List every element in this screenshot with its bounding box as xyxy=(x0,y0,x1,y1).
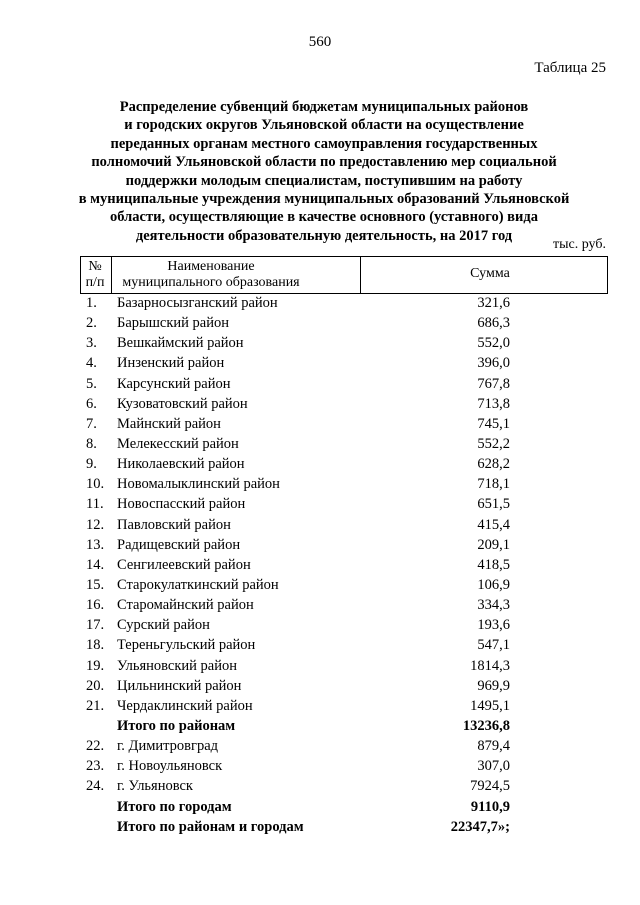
row-number: 9. xyxy=(86,456,97,473)
row-name: Павловский район xyxy=(117,516,231,533)
row-value: 321,6 xyxy=(477,295,510,311)
title-line: поддержки молодым специалистам, поступившим на работу xyxy=(125,172,523,189)
row-number: 12. xyxy=(86,516,105,533)
total-row xyxy=(0,817,640,837)
table-row xyxy=(0,374,640,394)
row-value: 9110,9 xyxy=(470,798,510,815)
row-number: 2. xyxy=(86,315,97,332)
row-name: Ульяновский район xyxy=(117,657,238,674)
header-border-right xyxy=(607,257,608,294)
row-value: 879,4 xyxy=(477,738,510,755)
row-number: 16. xyxy=(86,597,105,614)
table-row xyxy=(0,555,640,575)
row-name: Новомалыклинский район xyxy=(117,476,280,493)
table-row xyxy=(0,756,640,776)
row-number: 10. xyxy=(86,476,105,493)
row-number: 18. xyxy=(86,637,105,654)
row-value: 209,1 xyxy=(477,536,510,553)
row-number: 19. xyxy=(86,657,105,674)
row-value: 13236,8 xyxy=(462,717,510,734)
row-number: 8. xyxy=(86,435,97,452)
row-number: 15. xyxy=(86,576,105,593)
row-name: Сенгилеевский район xyxy=(117,556,251,573)
header-name-line1: Наименование xyxy=(167,259,255,274)
units-label: тыс. руб. xyxy=(553,237,606,252)
table-row xyxy=(0,736,640,756)
header-name-line2: муниципального образования xyxy=(122,275,300,290)
page-number: 560 xyxy=(308,34,332,50)
row-value: 1495,1 xyxy=(470,697,510,714)
table-row xyxy=(0,353,640,373)
row-value: 767,8 xyxy=(477,375,510,392)
header-num-line1: № xyxy=(88,259,102,274)
title-line: области, осуществляющие в качестве основного (уставного) вида xyxy=(110,209,538,226)
table-row xyxy=(0,414,640,434)
row-value: 307,0 xyxy=(477,758,510,775)
table-row xyxy=(0,394,640,414)
row-name: Карсунский район xyxy=(117,375,231,392)
row-name: Мелекесский район xyxy=(117,435,239,452)
row-number: 14. xyxy=(86,556,105,573)
table-row xyxy=(0,515,640,535)
table-row xyxy=(0,293,640,313)
title-line: деятельности образовательную деятельность, на 2017 год xyxy=(135,227,513,244)
row-number: 20. xyxy=(86,677,105,694)
row-number: 22. xyxy=(86,738,105,755)
row-number: 6. xyxy=(86,395,97,412)
row-value: 969,9 xyxy=(477,677,510,694)
table-row xyxy=(0,696,640,716)
row-value: 686,3 xyxy=(477,315,510,332)
row-number: 5. xyxy=(86,375,97,392)
row-value: 628,2 xyxy=(477,456,510,473)
row-number: 4. xyxy=(86,355,97,372)
table-row xyxy=(0,656,640,676)
title-line: Распределение субвенций бюджетам муниципальных районов xyxy=(119,99,529,115)
row-value: 396,0 xyxy=(477,355,510,372)
row-value: 1814,3 xyxy=(470,657,510,674)
row-number: 17. xyxy=(86,617,105,634)
table-row xyxy=(0,575,640,595)
table-row xyxy=(0,494,640,514)
row-name: Итого по районам и городам xyxy=(117,818,304,835)
row-name: Вешкаймский район xyxy=(117,335,244,352)
table-row xyxy=(0,635,640,655)
row-value: 193,6 xyxy=(477,617,510,634)
row-name: Сурский район xyxy=(117,617,210,634)
row-name: Новоспасский район xyxy=(117,496,246,513)
row-value: 22347,7»; xyxy=(450,818,510,835)
row-name: Майнский район xyxy=(117,415,221,432)
table-row xyxy=(0,776,640,796)
row-number: 23. xyxy=(86,758,105,775)
table-row xyxy=(0,333,640,353)
title-line: переданных органам местного самоуправления государственных xyxy=(110,135,538,152)
row-value: 552,2 xyxy=(477,435,510,452)
document-title xyxy=(74,98,574,245)
title-line: и городских округов Ульяновской области на осуществление xyxy=(124,117,524,134)
row-name: г. Димитровград xyxy=(117,738,219,755)
row-name: Инзенский район xyxy=(117,355,225,372)
header-num-cell xyxy=(80,259,110,291)
total-row xyxy=(0,797,640,817)
header-num-line2: п/п xyxy=(85,275,105,290)
row-name: Старомайнский район xyxy=(117,597,254,614)
row-name: Цильнинский район xyxy=(117,677,242,694)
table-label: Таблица 25 xyxy=(534,60,606,76)
row-number: 24. xyxy=(86,778,105,795)
row-value: 415,4 xyxy=(477,516,510,533)
title-line: в муниципальные учреждения муниципальных образований Ульяновской xyxy=(78,191,570,208)
row-name: Базарносызганский район xyxy=(117,295,278,311)
row-name: Кузоватовский район xyxy=(117,395,248,412)
row-number: 21. xyxy=(86,697,105,714)
row-number: 13. xyxy=(86,536,105,553)
row-name: Старокулаткинский район xyxy=(117,576,279,593)
table-row xyxy=(0,474,640,494)
row-number: 1. xyxy=(86,295,97,311)
row-name: Радищевский район xyxy=(117,536,241,553)
row-value: 713,8 xyxy=(477,395,510,412)
title-line: полномочий Ульяновской области по предоставлению мер социальной xyxy=(91,154,557,171)
table-row xyxy=(0,595,640,615)
table-row xyxy=(0,454,640,474)
header-name-cell xyxy=(111,259,311,291)
row-number: 3. xyxy=(86,335,97,352)
row-number: 7. xyxy=(86,415,97,432)
table-header xyxy=(80,256,608,294)
table-row xyxy=(0,676,640,696)
table-row xyxy=(0,313,640,333)
row-value: 7924,5 xyxy=(470,778,510,795)
row-value: 552,0 xyxy=(477,335,510,352)
row-name: Итого по районам xyxy=(117,717,236,734)
row-number: 11. xyxy=(86,496,104,513)
row-value: 718,1 xyxy=(477,476,510,493)
header-divider-name xyxy=(360,257,361,294)
row-name: Николаевский район xyxy=(117,456,245,473)
row-value: 547,1 xyxy=(477,637,510,654)
row-value: 106,9 xyxy=(477,576,510,593)
row-name: Тереньгульский район xyxy=(117,637,256,654)
row-name: Чердаклинский район xyxy=(117,697,253,714)
row-value: 651,5 xyxy=(477,496,510,513)
row-value: 745,1 xyxy=(477,415,510,432)
row-value: 334,3 xyxy=(477,597,510,614)
table-row xyxy=(0,615,640,635)
header-sum-cell: Сумма xyxy=(470,266,510,281)
row-value: 418,5 xyxy=(477,556,510,573)
row-name: г. Новоульяновск xyxy=(117,758,223,775)
row-name: г. Ульяновск xyxy=(117,778,193,795)
table-row xyxy=(0,434,640,454)
row-name: Итого по городам xyxy=(117,798,232,815)
table-row xyxy=(0,535,640,555)
row-name: Барышский район xyxy=(117,315,229,332)
total-row xyxy=(0,716,640,736)
table-body xyxy=(0,293,640,837)
